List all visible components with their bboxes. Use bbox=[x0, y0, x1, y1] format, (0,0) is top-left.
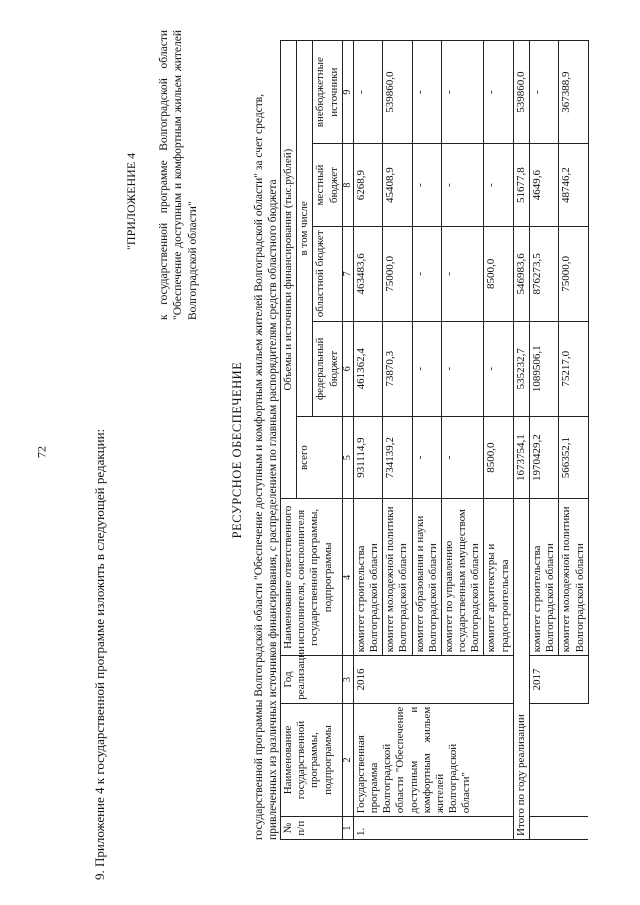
executor-cell: комитет молодежной политики Волгоградской области bbox=[383, 499, 412, 656]
column-number-row bbox=[342, 41, 353, 840]
federal-cell: - bbox=[484, 321, 513, 416]
empty-cell bbox=[530, 817, 589, 840]
header-executor: Наименование ответственного исполнителя, соисполнителя государственной программы, подпрограммы bbox=[281, 499, 343, 656]
extra-cell: 539860,0 bbox=[383, 41, 412, 144]
federal-cell: 1089506,1 bbox=[530, 321, 559, 416]
executor-cell: комитет образования и науки Волгоградской области bbox=[412, 499, 441, 656]
col-number: 6 bbox=[342, 321, 353, 416]
extra-cell: - bbox=[484, 41, 513, 144]
total-cell: 931114,9 bbox=[353, 416, 382, 499]
header-row-1 bbox=[281, 41, 297, 840]
page-number: 72 bbox=[34, 446, 49, 458]
header-name: Наименование государственной программы, подпрограммы bbox=[281, 703, 343, 817]
federal-cell: 461362,4 bbox=[353, 321, 382, 416]
extra-cell: 539860,0 bbox=[513, 41, 529, 144]
federal-cell: - bbox=[412, 321, 441, 416]
extra-cell: - bbox=[412, 41, 441, 144]
regional-cell: 8500,0 bbox=[484, 226, 513, 321]
col-number: 1 bbox=[342, 817, 353, 840]
header-volumes: Объемы и источники финансирования (тыс.рублей) bbox=[281, 41, 297, 499]
total-cell: 1970429,2 bbox=[530, 416, 559, 499]
local-cell: 4649,6 bbox=[530, 144, 559, 227]
empty-cell bbox=[530, 703, 589, 817]
total-row bbox=[513, 41, 529, 840]
local-cell: 48746,2 bbox=[559, 144, 588, 227]
federal-cell: 535232,7 bbox=[513, 321, 529, 416]
regional-cell: 75000,0 bbox=[559, 226, 588, 321]
header-extra: внебюджетные источники bbox=[313, 41, 342, 144]
total-cell: 566352,1 bbox=[559, 416, 588, 499]
header-total: всего bbox=[297, 416, 343, 499]
total-label: Итого по году реализации bbox=[513, 499, 529, 840]
extra-cell: 367388,9 bbox=[559, 41, 588, 144]
col-number: 7 bbox=[342, 226, 353, 321]
total-cell: 8500,0 bbox=[484, 416, 513, 499]
appendix-header bbox=[124, 30, 200, 320]
col-number: 9 bbox=[342, 41, 353, 144]
document-title: РЕСУРСНОЕ ОБЕСПЕЧЕНИЕ bbox=[230, 361, 244, 539]
regional-cell: 546983,6 bbox=[513, 226, 529, 321]
federal-cell: 75217,0 bbox=[559, 321, 588, 416]
total-cell: - bbox=[412, 416, 441, 499]
executor-cell: комитет архитектуры и градостроительства bbox=[484, 499, 513, 656]
col-number: 4 bbox=[342, 499, 353, 656]
document-subtitle: государственной программы Волгоградской области "Обеспечение доступным и комфортным жильем жителей Волгоградской области" за счет средств, привлеченных из различных источников финансирования, с распределением по главным распорядителям средств областного бюджета bbox=[253, 93, 280, 840]
col-number: 3 bbox=[342, 656, 353, 703]
col-number: 2 bbox=[342, 703, 353, 817]
header-local: местный бюджет bbox=[313, 144, 342, 227]
federal-cell: 73870,3 bbox=[383, 321, 412, 416]
regional-cell: 463483,6 bbox=[353, 226, 382, 321]
local-cell: 51677,8 bbox=[513, 144, 529, 227]
header-incl: в том числе bbox=[297, 41, 313, 417]
appendix-label: "ПРИЛОЖЕНИЕ 4 bbox=[124, 152, 138, 250]
total-cell: 734139,2 bbox=[383, 416, 412, 499]
executor-cell: комитет строительства Волгоградской области bbox=[530, 499, 559, 656]
appendix-text: к государственной программе Волгоградской области "Обеспечение доступным и комфортным жильем жителей Волгоградской области" bbox=[158, 30, 199, 320]
extra-cell: - bbox=[530, 41, 559, 144]
executor-cell: комитет строительства Волгоградской области bbox=[353, 499, 382, 656]
program-name: Государственная программа Волгоградской области "Обеспечение доступным и комфортным жильем жителей Волгоградской области" bbox=[353, 703, 513, 817]
executor-cell: комитет по управлению государственным имуществом Волгоградской области bbox=[441, 499, 484, 656]
header-no: № п/п bbox=[281, 817, 343, 840]
regional-cell: 75000,0 bbox=[383, 226, 412, 321]
local-cell: 6268,9 bbox=[353, 144, 382, 227]
header-federal: федеральный бюджет bbox=[313, 321, 342, 416]
col-number: 8 bbox=[342, 144, 353, 227]
regional-cell: - bbox=[441, 226, 484, 321]
regional-cell: - bbox=[412, 226, 441, 321]
year-cell: 2017 bbox=[530, 656, 589, 703]
local-cell: - bbox=[412, 144, 441, 227]
resource-table bbox=[280, 40, 589, 840]
local-cell: - bbox=[441, 144, 484, 227]
header-regional: областной бюджет bbox=[313, 226, 342, 321]
federal-cell: - bbox=[441, 321, 484, 416]
intro-text: 9. Приложение 4 к государственной программе изложить в следующей редакции: bbox=[92, 428, 107, 880]
total-cell: - bbox=[441, 416, 484, 499]
local-cell: 45408,9 bbox=[383, 144, 412, 227]
table-row bbox=[530, 41, 559, 840]
year-cell: 2016 bbox=[353, 656, 513, 703]
executor-cell: комитет молодежной политики Волгоградской области bbox=[559, 499, 588, 656]
extra-cell: - bbox=[353, 41, 382, 144]
extra-cell: - bbox=[441, 41, 484, 144]
rotated-document-page bbox=[52, 20, 627, 880]
total-cell: 1673754,1 bbox=[513, 416, 529, 499]
table-row bbox=[353, 41, 382, 840]
program-number: 1. bbox=[353, 817, 513, 840]
regional-cell: 876273,5 bbox=[530, 226, 559, 321]
col-number: 5 bbox=[342, 416, 353, 499]
header-year: Год реализации bbox=[281, 656, 343, 703]
local-cell: - bbox=[484, 144, 513, 227]
